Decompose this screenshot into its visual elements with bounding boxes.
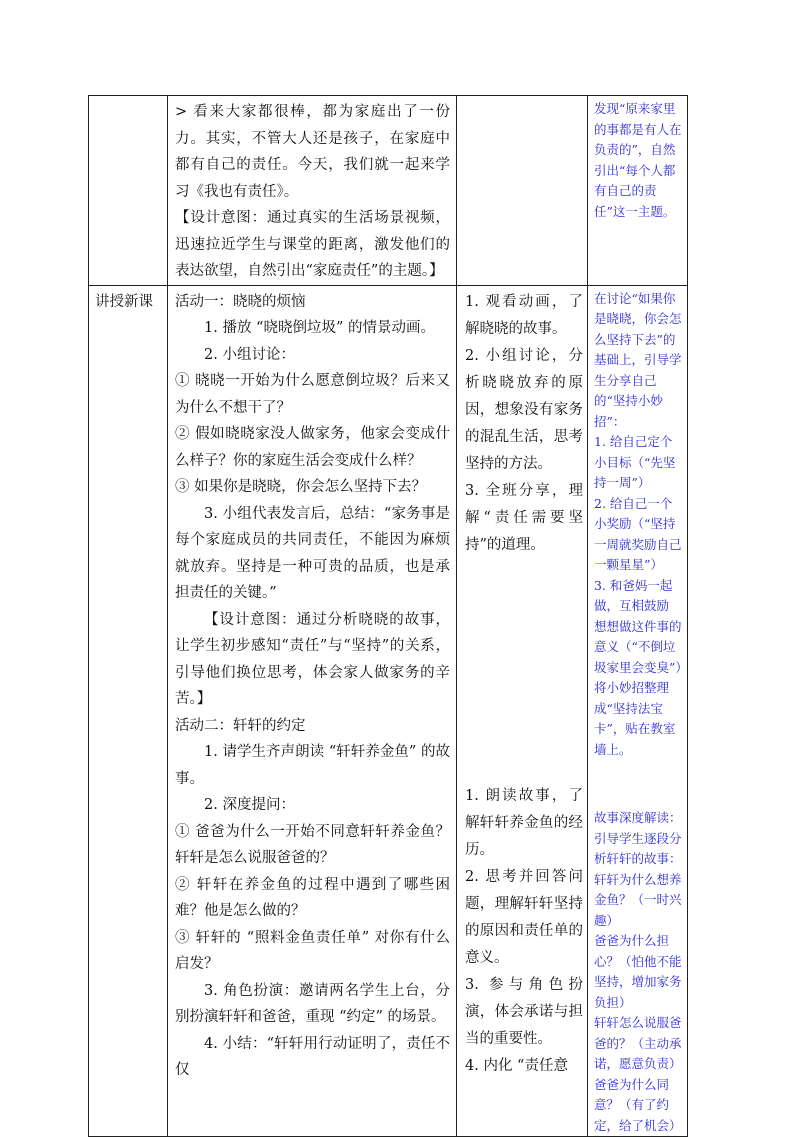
question-text: ③ 如果你是晓晓，你会怎么坚持下去？ [175, 479, 427, 495]
note-text: 爸爸为什么同意？（有了约定，给了机会） [594, 1076, 682, 1133]
note-text: 将小妙招整理成“坚持法宝卡”，贴在教室墙上。 [594, 680, 676, 757]
student-step: 1. 观看动画，了解晓晓的故事。 [465, 293, 583, 337]
step-text: 3. 角色扮演：邀请两名学生上台，分别扮演轩轩和爸爸，重现 “约定” 的场景。 [175, 982, 450, 1025]
stage-cell [89, 285, 168, 1137]
student-step: 3. 全班分享，理解“责任需要坚持”的道理。 [465, 482, 583, 553]
note-text: 想想做这件事的意义（“不倒垃圾家里会变臭”） [594, 618, 688, 675]
student-activity-cell [457, 96, 588, 286]
teacher-activity-cell [168, 96, 457, 286]
note-text: 发现“原来家里的事都是有人在负责的”，自然引出“每个人都有自己的责任”这一主题。 [594, 101, 682, 219]
student-step: 4. 内化 “责任意 [465, 1057, 568, 1074]
table-row [89, 285, 688, 1137]
step-text: 2. 小组讨论： [204, 346, 295, 363]
question-text: ① 晓晓一开始为什么愿意倒垃圾？后来又为什么不想干了？ [175, 373, 450, 416]
step-text: 1. 播放 “晓晓倒垃圾” 的情景动画。 [204, 320, 435, 336]
note-text: 轩轩怎么说服爸爸的？（主动承诺，愿意负责） [594, 1015, 682, 1071]
student-step: 2. 思考并回答问题，理解轩轩坚持的原因和责任单的意义。 [465, 868, 583, 966]
note-text: 轩轩为什么想养金鱼？（一时兴趣） [594, 871, 682, 928]
note-text: 引导学生逐段分析轩轩的故事： [594, 830, 682, 866]
notes-cell [588, 285, 688, 1137]
question-text: ① 爸爸为什么一开始不同意轩轩养金鱼？轩轩是怎么说服爸爸的？ [175, 823, 450, 866]
question-text: ③ 轩轩的 “照料金鱼责任单” 对你有什么启发？ [175, 929, 450, 972]
activity-heading: 活动二：轩轩的约定 [175, 717, 306, 734]
table-row [89, 96, 688, 286]
design-intent: 【设计意图：通过分析晓晓的故事，让学生初步感知“责任”与“坚持”的关系，引导他们换位思考，体会家人做家务的辛苦。】 [175, 611, 450, 707]
lesson-plan-table [88, 95, 688, 1137]
student-step: 2. 小组讨论，分析晓晓放弃的原因，想象没有家务的混乱生活，思考坚持的方法。 [465, 347, 583, 472]
design-intent: 【设计意图：通过真实的生活场景视频，迅速拉近学生与课堂的距离，激发他们的表达欲望，自然引出“家庭责任”的主题。】 [175, 210, 450, 279]
question-text: ② 轩轩在养金鱼的过程中遇到了哪些困难？他是怎么做的？ [175, 876, 450, 919]
stage-label: 讲授新课 [95, 293, 153, 310]
note-text: 3. 和爸妈一起做，互相鼓励 [594, 577, 673, 613]
teacher-activity-cell [168, 285, 457, 1137]
notes-cell [588, 96, 688, 286]
note-text: 故事深度解读： [594, 810, 682, 825]
note-text: 在讨论“如果你是晓晓，你会怎么坚持下去”的基础上，引导学生分享自己的“坚持小妙招”： [594, 290, 682, 429]
step-text: 2. 深度提问： [204, 797, 295, 813]
step-text: 3. 小组代表发言后，总结：“家务事是每个家庭成员的共同责任，不能因为麻烦就放弃。坚持是一种可贵的品质，也是承担责任的关键。” [175, 505, 450, 601]
step-text: 1. 请学生齐声朗读 “轩轩养金鱼” 的故事。 [175, 744, 450, 787]
note-text: 2. 给自己一个小奖励（“坚持一周就奖励自己一颗星星”） [594, 495, 682, 572]
note-text: 1. 给自己定个小目标（“先坚持一周”） [594, 434, 676, 490]
student-step: 1. 朗读故事，了解轩轩养金鱼的经历。 [465, 787, 583, 858]
question-text: ② 假如晓晓家没人做家务，他家会变成什么样子？你的家庭生活会变成什么样？ [175, 426, 450, 469]
student-activity-cell [457, 285, 588, 1137]
teacher-text: > 看来大家都很棒，都为家庭出了一份力。其实，不管大人还是孩子，在家庭中都有自己的责任。今天，我们就一起来学习《我也有责任》。 [175, 104, 450, 200]
note-text: 爸爸为什么担心？（怕他不能坚持，增加家务负担） [594, 933, 682, 1010]
student-step: 3. 参与角色扮演，体会承诺与担当的重要性。 [465, 976, 583, 1047]
activity-heading: 活动一：晓晓的烦恼 [175, 293, 306, 310]
stage-cell [89, 96, 168, 286]
step-text: 4. 小结：“轩轩用行动证明了，责任不仅 [175, 1035, 450, 1078]
